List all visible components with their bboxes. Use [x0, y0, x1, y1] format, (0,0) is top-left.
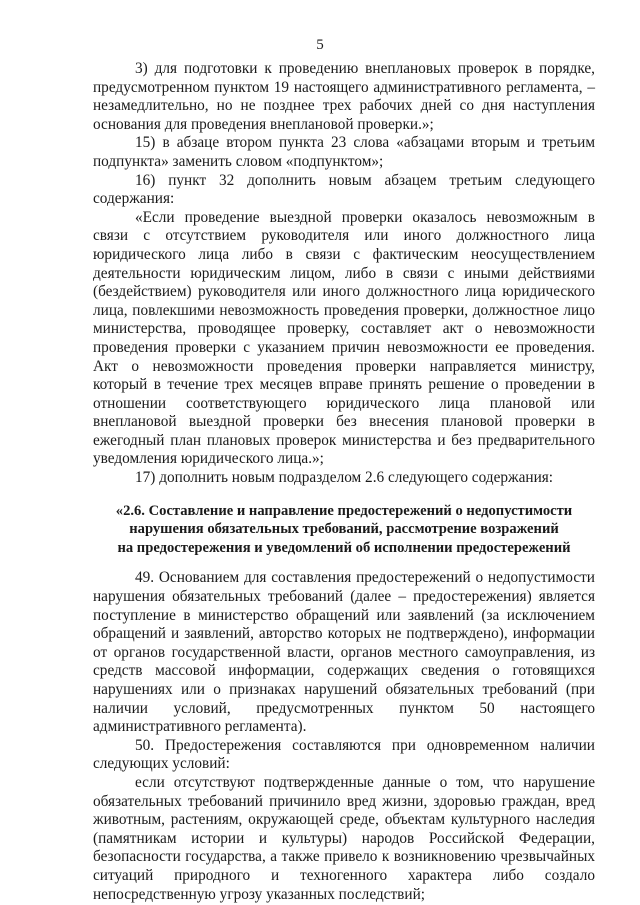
document-body [93, 60, 595, 904]
section-heading-line: на предостережения и уведомлений об исполнении предостережений [117, 539, 571, 556]
paragraph-condition: если отсутствуют подтвержденные данные о том, что нарушение обязательных требований причинило вред жизни, здоровью граждан, вред животным, растениям, окружающей среде, объектам культурного наследия (памятникам истории и культуры) народов Российской Федерации, безопасности государства, а также привело к возникновению чрезвычайных ситуаций природного и техногенного характера либо создало непосредственную угрозу указанных последствий; [93, 773, 595, 903]
paragraph-item-3: 3) для подготовки к проведению внеплановых проверок в порядке, предусмотренном пунктом 19 настоящего административного регламента, – незамедлительно, но не позднее трех рабочих дней со дня наступления основания для проведения внеплановой проверки.»; [93, 60, 595, 133]
paragraph-item-16: 16) пункт 32 дополнить новым абзацем третьим следующего содержания: [93, 171, 595, 208]
section-heading-line: «2.6. Составление и направление предостережений о недопустимости [115, 502, 573, 519]
paragraph-quoted-insertion: «Если проведение выездной проверки оказалось невозможным в связи с отсутствием руководителя или иного должностного лица юридического лица либо в связи с фактическим неосуществлением деятельности юридическим лицом, либо в связи с иными действиями (бездействием) руководителя или иного должностного лица юридического лица, повлекшими невозможность проведения проверки, должностное лицо министерства, проводящее проверку, составляет акт о невозможности проведения проверки с указанием причин невозможности ее проведения. Акт о невозможности проведения проверки направляется министру, который в течение трех месяцев вправе принять решение о проведении в отношении соответствующего юридического лица плановой или внеплановой выездной проверки без внесения плановой проверки в ежегодный план плановых проверок министерства и без предварительного уведомления юридического лица.»; [93, 208, 595, 468]
section-heading-line: нарушения обязательных требований, рассмотрение возражений [129, 521, 559, 538]
paragraph-50: 50. Предостережения составляются при одновременном наличии следующих условий: [93, 736, 595, 773]
page-number: 5 [316, 37, 324, 53]
section-heading [93, 502, 595, 558]
paragraph-item-17: 17) дополнить новым подразделом 2.6 следующего содержания: [135, 469, 554, 487]
paragraph-item-15: 15) в абзаце втором пункта 23 слова «абзацами вторым и третьим подпункта» заменить словом «подпунктом»; [93, 134, 595, 170]
paragraph-49: 49. Основанием для составления предостережений о недопустимости нарушения обязательных требований (далее – предостережения) является поступление в министерство обращений или заявлений (за исключением обращений и заявлений, авторство которых не подтверждено), информации от органов государственной власти, органов местного самоуправления, из средств массовой информации, содержащих сведения о готовящихся нарушениях или о признаках нарушений обязательных требований (при наличии условий, предусмотренных пунктом 50 настоящего административного регламента). [93, 569, 595, 736]
